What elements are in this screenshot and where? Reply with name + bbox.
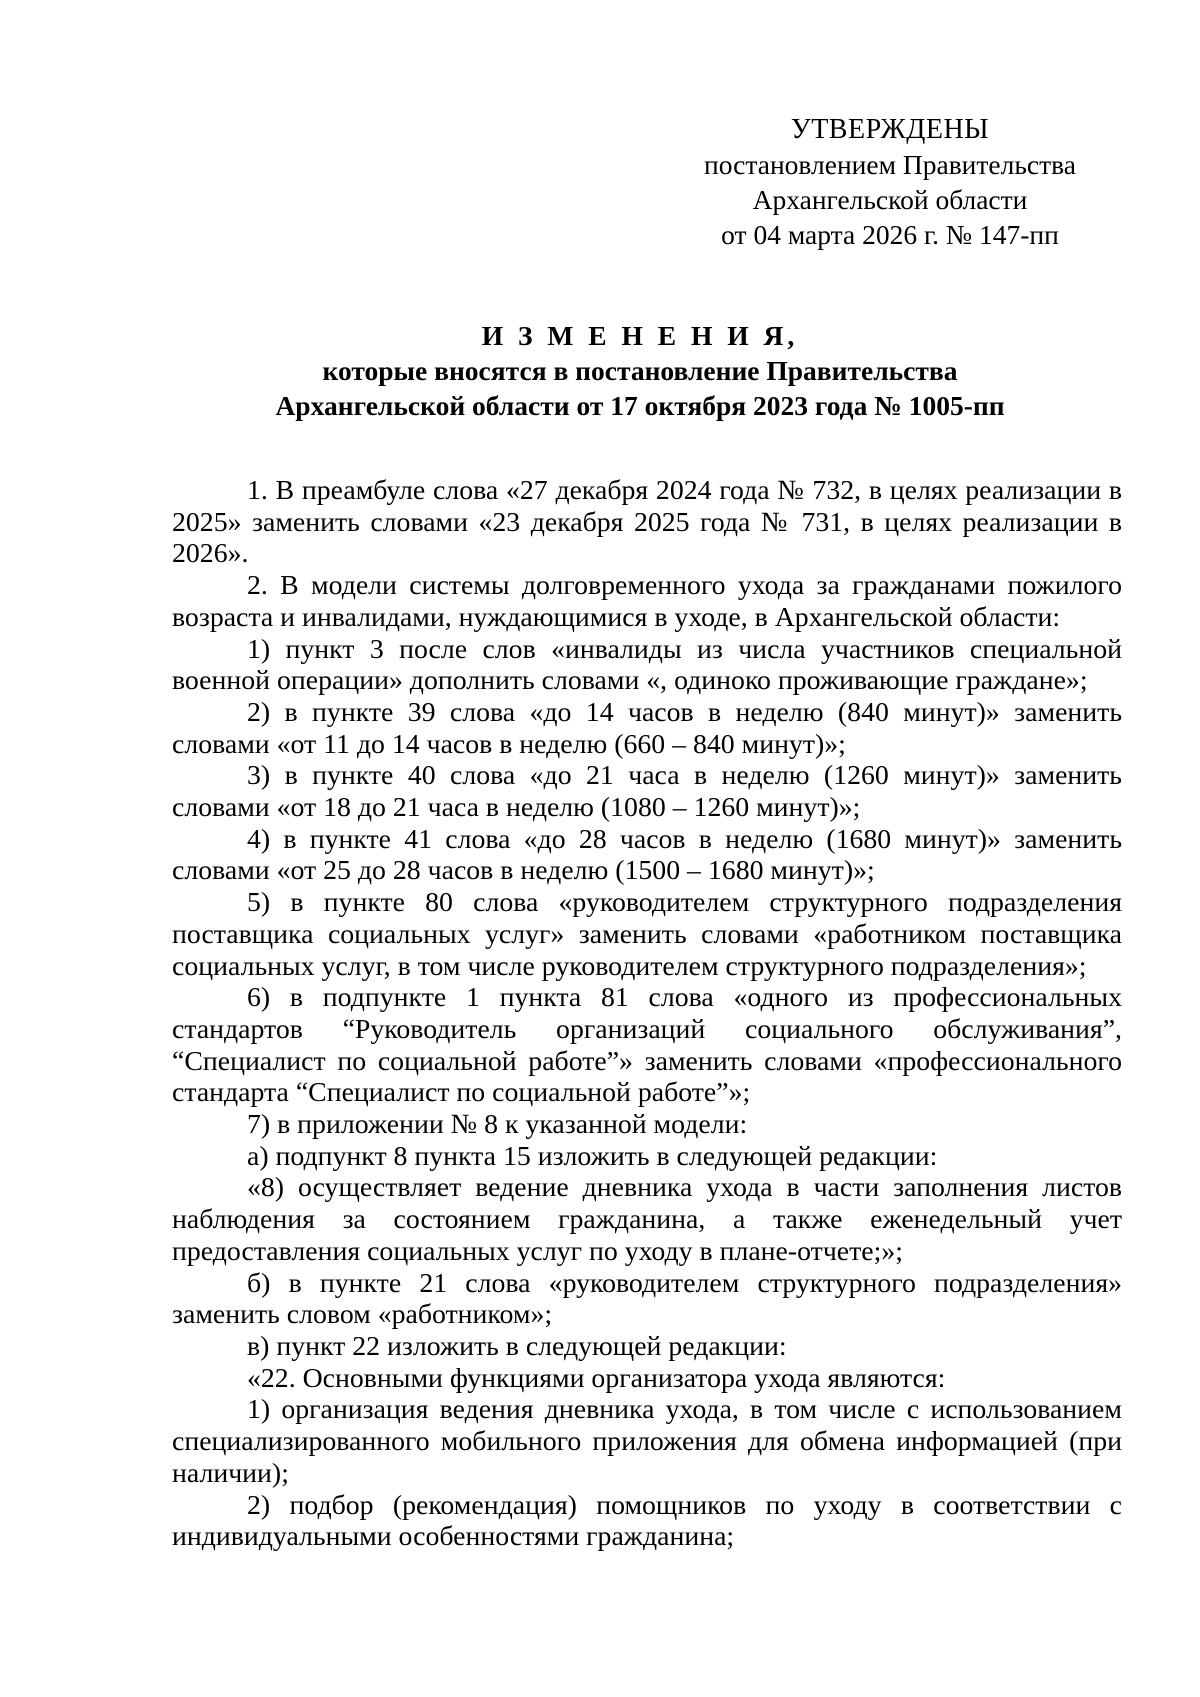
list-item: 1) пункт 3 после слов «инвалиды из числа участников специальной военной операции» дополнить словами «, одиноко проживающие граждане»; (172, 633, 1122, 697)
list-item: 7) в приложении № 8 к указанной модели: (247, 1109, 748, 1141)
approval-stamp-title: УТВЕРЖДЕНЫ (790, 114, 990, 145)
quoted-text: «22. Основными функциями организатора ухода являются: (247, 1362, 946, 1394)
list-item: 1) организация ведения дневника ухода, в том числе с использованием специализированного мобильного приложения для обмена информацией (при наличии); (172, 1394, 1122, 1489)
sub-item: б) в пункте 21 слова «руководителем структурного подразделения» заменить словом «работником»; (172, 1267, 1122, 1331)
heading-subtitle: которые вносятся в постановление Правительства (322, 355, 958, 386)
list-item: 2) подбор (рекомендация) помощников по уходу в соответствии с индивидуальными особенностями гражданина; (172, 1489, 1122, 1553)
list-item: 2) в пункте 39 слова «до 14 часов в неделю (840 минут)» заменить словами «от 11 до 14 часов в неделю (660 – 840 минут)»; (172, 696, 1122, 760)
list-item: 4) в пункте 41 слова «до 28 часов в неделю (1680 минут)» заменить словами «от 25 до 28 часов в неделю (1500 – 1680 минут)»; (172, 823, 1122, 887)
list-item: 3) в пункте 40 слова «до 21 часа в неделю (1260 минут)» заменить словами «от 18 до 21 часа в неделю (1080 – 1260 минут)»; (172, 760, 1122, 824)
approval-line: постановлением Правительства (704, 149, 1076, 180)
list-item: 6) в подпункте 1 пункта 81 слова «одного из профессиональных стандартов “Руководитель организаций социального обслуживания”, “Специалист по социальной работе”» заменить словами «профессионального стандарта “Специалист по социальной работе”»; (172, 982, 1122, 1109)
quoted-text: «8) осуществляет ведение дневника ухода в части заполнения листов наблюдения за состоянием гражданина, а также еженедельный учет предоставления социальных услуг по уходу в плане-отчете;»; (172, 1172, 1122, 1267)
sub-item: в) пункт 22 изложить в следующей редакции: (247, 1330, 787, 1362)
approval-date-number: от 04 марта 2026 г. № 147-пп (721, 219, 1059, 250)
heading-title: И З М Е Н Е Н И Я, (481, 320, 799, 351)
sub-item: а) подпункт 8 пункта 15 изложить в следующей редакции: (247, 1140, 938, 1172)
approval-line: Архангельской области (752, 184, 1028, 215)
document-body (172, 475, 1122, 1553)
heading-subtitle: Архангельской области от 17 октября 2023 года № 1005-пп (275, 390, 1005, 421)
document-heading (160, 318, 1120, 423)
approval-block (700, 112, 1080, 252)
paragraph-2: 2. В модели системы долговременного ухода за гражданами пожилого возраста и инвалидами, нуждающимися в уходе, в Архангельской области: (172, 570, 1122, 633)
list-item: 5) в пункте 80 слова «руководителем структурного подразделения поставщика социальных услуг» заменить словами «работником поставщика социальных услуг, в том числе руководителем структурного подразделения»; (172, 887, 1122, 982)
paragraph-1: 1. В преамбуле слова «27 декабря 2024 года № 732, в целях реализации в 2025» заменить словами «23 декабря 2025 года № 731, в целях реализации в 2026». (172, 475, 1122, 570)
